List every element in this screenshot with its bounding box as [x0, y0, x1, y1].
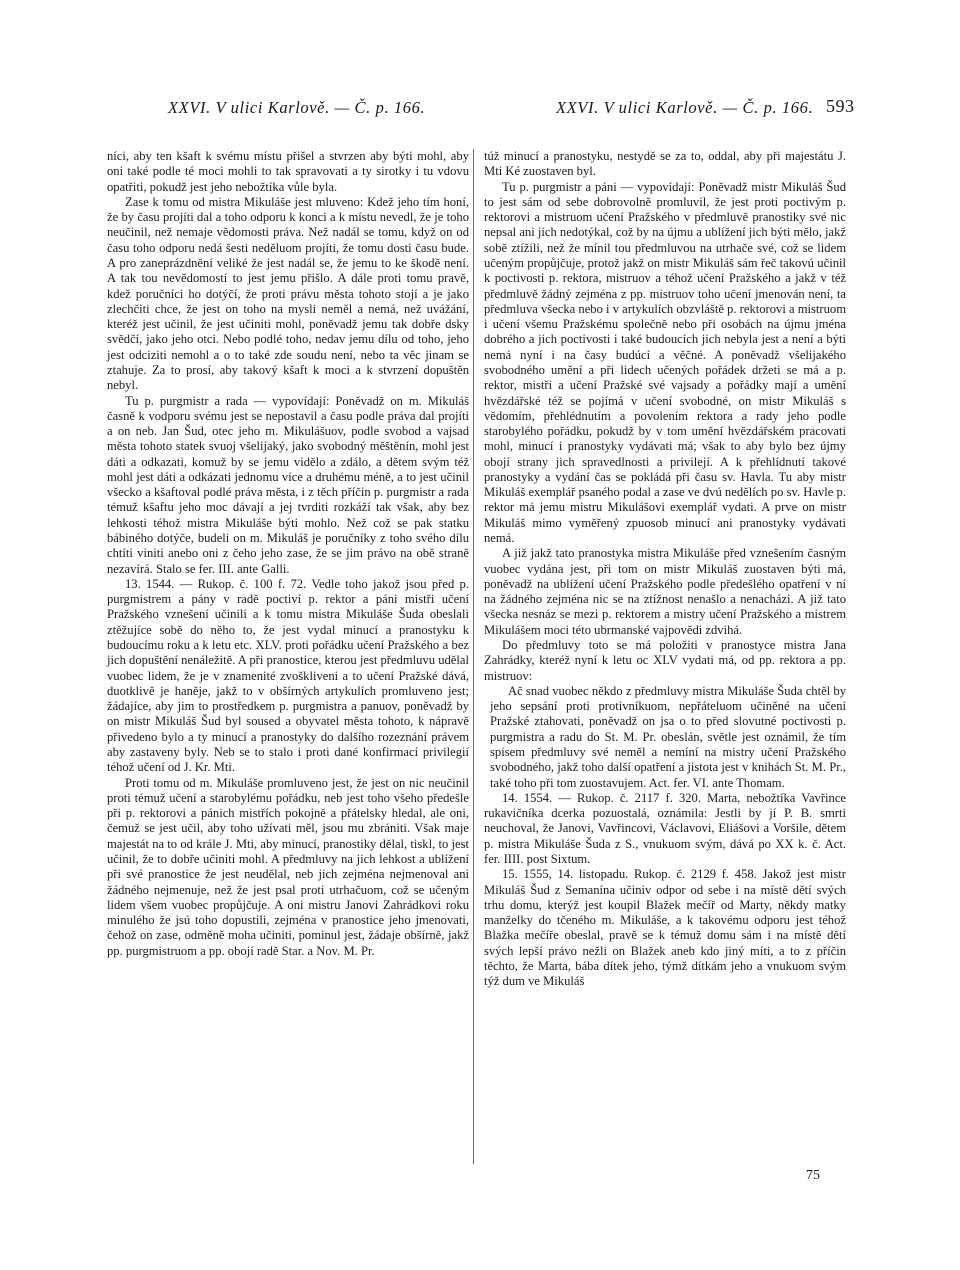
page-number: 593 — [826, 96, 855, 116]
signature-number: 75 — [806, 1168, 820, 1183]
column-divider — [473, 149, 474, 1164]
paragraph: túž minucí a pranostyku, nestydě se za to, oddal, aby při majestátu J. Mti Ké zuostaven byl. — [484, 149, 846, 179]
right-column — [484, 149, 846, 989]
paragraph: níci, aby ten kšaft k svému místu přišel a stvrzen aby býti mohl, aby oni také podle té moci mohli to tak spravovati a ty sirotky i tu vdovu opatřiti, pokudž jest jeho nebožtíka vůle byla. — [107, 149, 469, 194]
paragraph: 13. 1544. — Rukop. č. 100 f. 72. Vedle toho jakož jsou před p. purgmistrem a pány v radě poctiví p. rektor a páni mistři učení Pražského vznešení učinili a k tomu mistra Mikuláše Šuda obeslali ztěžujíce sobě do něho to, že jest vydal minucí a pranostyku k budoucímu roku a k letu etc. XLV. proti pořádku učení Pražského a bez jich dopuštění nenáležitě. A při pranostice, kterou jest předmluvu udělal vuobec lidem, že je v znamenité zvoškliveni a to učení Pražské dává, duotklivě je haněje, jakž to v obšírných artykulích promluveno jest; žádajíce, aby jim to prostředkem p. purgmistra a panuov, poněvadž by on mistr Mikuláš Šud byl soused a obyvatel města tohoto, k nápravě přivedeno bylo a ty minucí a pranostyky do dalšího rozeznání právem aby zastaveny byly. Neb se to stalo i proti dané konfirmací privilegií téhož učení od J. Kr. Mti. — [107, 576, 469, 775]
left-column — [107, 149, 469, 959]
paragraph: 14. 1554. — Rukop. č. 2117 f. 320. Marta, nebožtíka Vavřince rukavičníka dcerka pozuostalá, oznámila: Jestli by jí P. B. smrti neuchoval, že Janovi, Vavřincovi, Václavovi, Eliášovi a Voršile, dětem p. mistra Mikuláše Šuda z S., vnukuom svým, dává po XX k. č. Act. fer. IIII. post Sixtum. — [484, 790, 846, 866]
running-title-left: XXVI. V ulici Karlově. — Č. p. 166. — [168, 98, 426, 117]
paragraph: Tu p. purgmistr a rada — vypovídají: Poněvadž on m. Mikuláš časně k vodporu svému jest se nepostavil a času podle práva dal projíti a on neb. Jan Šud, otec jeho m. Mikulášuov, podle svobod a vajsad města tohoto statek svuoj všelijaký, jako svobodný měštěnín, mohl jest dáti a odkazati, komuž by se jemu vidělo a zdálo, a dětem svým též mohl jest dáti a odkázati jednomu více a druhému méně, a to jest učinil všecko a kšaftoval podlé práva města, i z těch příčin p. purgmistr a rada témuž kšaftu jeho moc dávají a jej tvrditi rozkáží tak však, aby bez lehkosti téhož mistra Mikuláše býti mohlo. Než což se pak statku bábiného dotýče, budeli on m. Mikuláš je poručníky z toho svého dílu chtíti viniti anebo oni z čeho jeho zase, že se jim právo na obě straně nezavírá. Stalo se fer. III. ante Galli. — [107, 393, 469, 576]
paragraph: Zase k tomu od mistra Mikuláše jest mluveno: Kdež jeho tím honí, že by času projíti dal a toho odporu k konci a k místu nevedl, že je toho neučinil, než nemaje vědomosti práva. Než nadál se tomu, když on od času toho odporu nedá šesti neděluom projíti, že tomu dosti času bude. A pro zaneprázdnění veliké že jest nadál se, že jemu to ke škodě není. A tak tou nevědomostí to jest jemu přišlo. A dále proti tomu pravě, kdež poručníci ho dotýčí, že proti právu města tohoto stojí a je jako zlechčiti chce, že jest on toho na mysli neměl a nemá, než uvážání, kteréž jest učinil, že jest učiniti mohl, poněvadž jemu tak dobře dsky svědčí, jako jeho otci. Nebo podlé toho, nedav jemu dílu od toho, jeho jest odciziti nemohl a o to také zde soudu není, nebo ta věc jinam se ztahuje. Za to prosí, aby takový kšaft k moci a k stvrzení dopuštěn nebyl. — [107, 194, 469, 393]
paragraph: Tu p. purgmistr a páni — vypovídají: Poněvadž mistr Mikuláš Šud to jest sám od sebe dobrovolně promluvil, že jest proti poctivým p. rektorovi a mistruom učení Pražského v předmluvě pranostiky své nic nepsal ani jich nedotýkal, což by na újmu a ublížení jich býti mělo, jakž sobě ztížili, než že mínil tou předmluvou na utrhače své, což se lidem učeným propůjčuje, protož jakž on mistr Mikuláš sám řeč takovú učinil k poctivosti p. rektora, mistruov a téhož učení Pražského a jakž v též předmluvě žádný zejména z pp. mistruov toho učení jmenován není, ta předmluva všecka nebo i v artykulích obzvláště p. rektorovi a mistruom i učení všemu Pražskému společně nebo při osobách na újmu jména dobrého a jich poctivosti i také budoucích jich nebyla jest a není a býti nemá nyní i na časy budúcí a věčné. A poněvadž všelijakého svobodného umění a při lidech učených pořádek držeti se má a p. rektor, mistři a učení Pražské své vajsady a pořádky mají a umění hvězdářské též se pojímá v učení svobodné, on mistr Mikuláš s vědomím, přehlédnutím a povolením rektora a rady jeho podle starobylého pořádku, pokudž by v tom umění hvězdářském pracovati mohl, minucí i pranostyky vydávati má; však to aby bylo bez újmy obojí strany jich spravedlnosti a privilejí. A k přehlídnutí takové pranostyky a vydání čas se pokládá při času sv. Havla. Tu aby mistr Mikuláš exemplář psaného podal a zase ve dvú nedělích po sv. Havle p. rektor má jemu mistru Mikulášovi exemplář vydati. A prve on mistr Mikuláš mimo vyměřený zpuosob minucí ani pranostyky vydávati nemá. — [484, 179, 846, 546]
quoted-paragraph: Ač snad vuobec někdo z předmluvy mistra Mikuláše Šuda chtěl by jeho sepsání proti protivníkuom, nepřáteluom učiněné na učení Pražské ztahovati, poněvadž on jsa o to před slovutné poctivosti p. purgmistra a radu do St. M. Pr. obeslán, světle jest oznámil, že tím spisem předmluvy své neměl a nemíní na mistry učení Pražského svobodného, jakž toho další opatření a jistota jest v knihách St. M. Pr., také toho při tom zuostavujem. Act. fer. VI. ante Thomam. — [490, 683, 846, 790]
paragraph: Do předmluvy toto se má položiti v pranostyce mistra Jana Zahrádky, kteréž nyní k letu oc XLV vydati má, od pp. rektora a pp. mistruov: — [484, 638, 846, 683]
paragraph: A již jakž tato pranostyka mistra Mikuláše před vznešením časným vuobec vydána jest, při tom on mistr Mikuláš zuostaven býti má, poněvadž na ublížení učení Pražského podle předešlého opatření v ní na žádného zejména nic se na ztížnost nenašlo a nenacházi. A již tato všecka nesnáz se mezi p. rektorem a mistry učení Pražského a mistrem Mikulášem moci této ubrmanské vajpovědi zdvihá. — [484, 546, 846, 637]
paragraph: 15. 1555, 14. listopadu. Rukop. č. 2129 f. 458. Jakož jest mistr Mikuláš Šud z Semanína učiniv odpor od sebe i na místě dětí svých trhu domu, kterýž jest koupil Blažek mečíř od Marty, někdy matky manželky do tčeného m. Mikuláše, a k takovému odporu jest téhož Blažka mečíře obeslal, pravě se k témuž domu sám i na místě dětí svých lepší právo nežli on Blažek aneb kdo jiný míti, a to z příčin těchto, že Marta, bába dítek jeho, týmž dítkám jeho a vnukuom svým týž dum ve Mikuláš — [484, 867, 846, 989]
paragraph: Proti tomu od m. Mikuláše promluveno jest, že jest on nic neučinil proti témuž učení a starobylému pořádku, neb jest toho všeho předešle při p. rektorovi a pánich mistřích pokojně a přátelsky hledal, ale oni, čemuž se jest učil, aby toho užívati měl, jsou mu zbrániti. Však maje majestát na to od krále J. Mti, aby minucí, pranostiky dělal, tiskl, to jest učinil, že to dobře učiniti mohl. A předmluvy na jich lehkost a ublížení při své pranostice že jest neudělal, neb jich zejména nejmenoval ani žádného nejmenuje, než že jest psal proti utrhačuom, což se učeným lidem všem vuobec propůjčuje. A oni mistru Janovi Zahrádkovi roku minulého že jsú toho dopustili, zejména v pranostice jeho jmenovati, čehož on zase, odměně moha učiniti, pominul jest, žádaje obšírně, jakž pp. purgmistruom a pp. obojí radě Star. a Nov. M. Pr. — [107, 775, 469, 958]
running-title-right: XXVI. V ulici Karlově. — Č. p. 166. — [556, 98, 814, 117]
